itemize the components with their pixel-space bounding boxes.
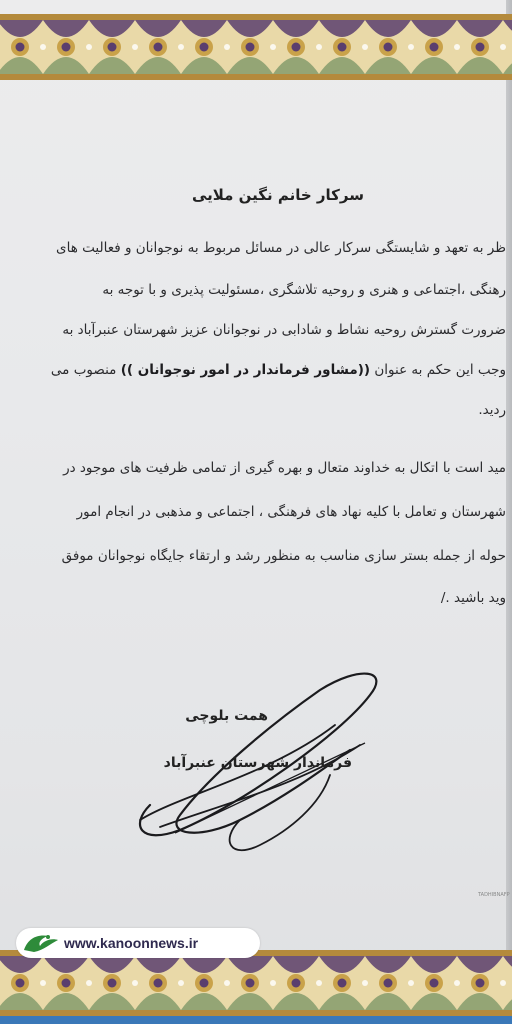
top-ornamental-border [0,14,512,80]
body-line-3: ضرورت گسترش روحیه نشاط و شادابی در نوجوانان عزیز شهرستان عنبرآباد به [62,322,506,338]
body-line-1: ظر به تعهد و شایستگی سرکار عالی در مسائل مربوط به نوجوانان و فعالیت های [56,240,506,256]
photo-frame-edge [506,0,512,1024]
signatory-title: فرماندار شهرستان عنبرآباد [163,755,352,771]
body-line-2: رهنگی ،اجتماعی و هنری و روحیه تلاشگری ،مسئولیت پذیری و با توجه به [102,282,506,298]
body-line-4-end: منصوب می [50,362,117,378]
appointment-title: ((مشاور فرماندار در امور نوجوانان )) [120,362,371,378]
body-line-4-group [51,362,506,378]
body-line-4-start: وجب این حکم به عنوان [374,362,506,378]
body-line-6: مید است با اتکال به خداوند متعال و بهره گیری از تمامی ظرفیت های موجود در [63,460,506,476]
signatory-name: همت بلوچی [185,708,268,724]
body-line-7: شهرستان و تعامل با کلیه نهاد های فرهنگی ، اجتماعی و مذهبی در انجام امور [76,504,506,520]
bottom-ornamental-border [0,950,512,1016]
body-line-8: حوله از جمله بستر سازی مناسب به منظور رشد و ارتقاء جایگاه نوجوانان موفق [61,548,506,564]
site-watermark[interactable] [16,928,260,958]
salutation: سرکار خانم نگین ملایی [191,186,364,204]
paper-mark: TADHIBNAFP [478,892,510,898]
body-line-9: وید باشید ./ [440,590,506,606]
kanoon-bird-logo-icon [18,928,62,958]
body-line-5: ردید. [478,402,506,418]
watermark-url: www.kanoonnews.ir [64,935,199,951]
bottom-color-strip [0,1016,512,1024]
